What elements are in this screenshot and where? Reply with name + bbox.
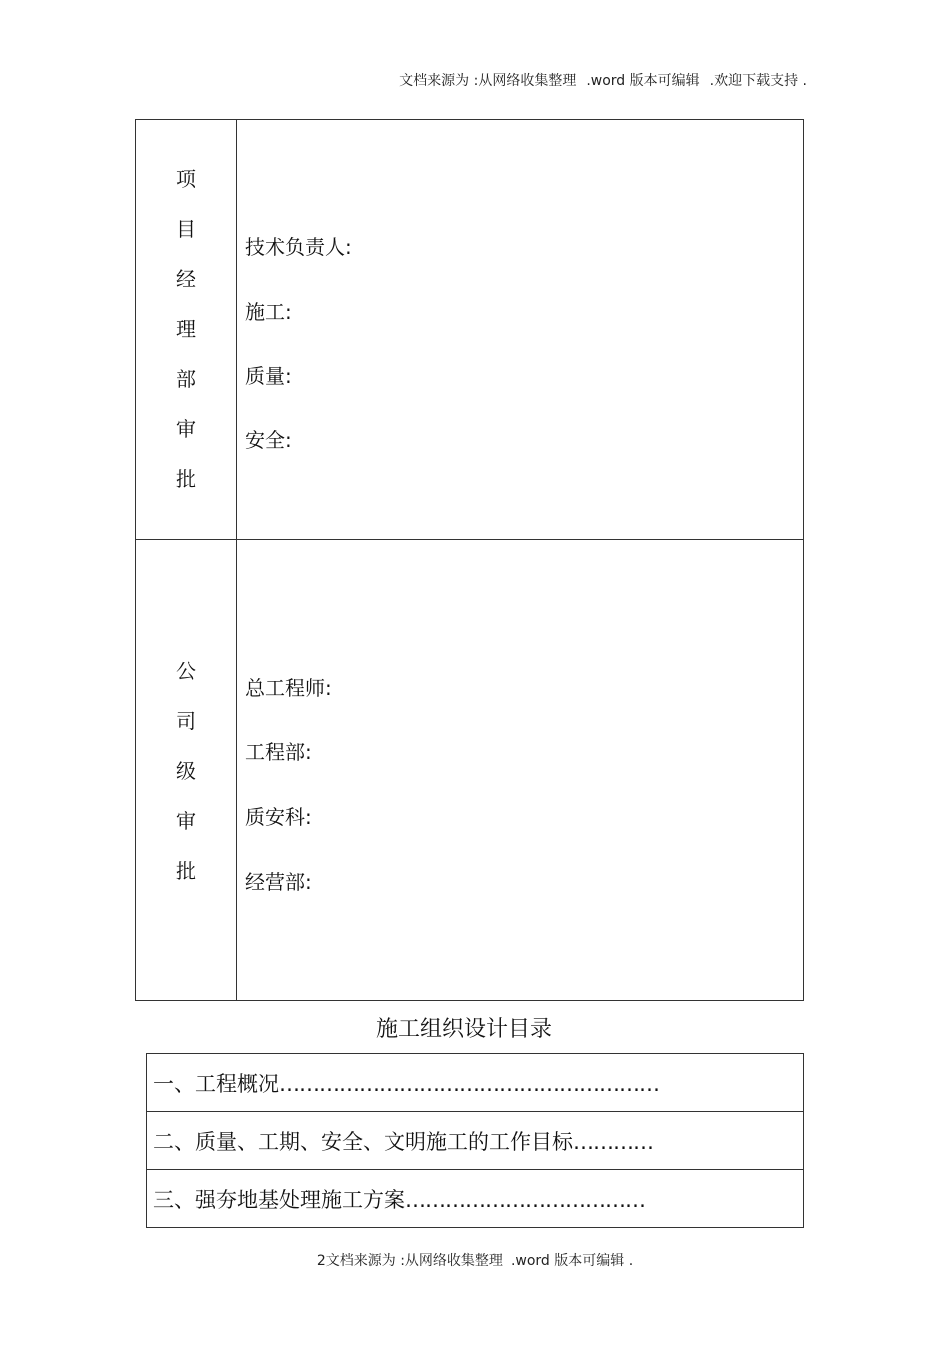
construction-field: 施工: [245, 300, 292, 324]
approval-table [135, 119, 804, 1001]
label-char: 经 [176, 267, 196, 291]
header-editable: .word 版本可编辑 [586, 73, 700, 89]
toc-item-text: 二、质量、工期、安全、文明施工的工作目标 [153, 1129, 573, 1154]
label-char: 项 [176, 167, 196, 191]
toc-item[interactable] [147, 1112, 804, 1170]
label-char: 批 [176, 467, 196, 491]
toc-title: 施工组织设计目录 [375, 1017, 552, 1042]
company-approval-label [136, 646, 236, 896]
label-char: 级 [176, 759, 196, 783]
header-source: 文档来源为 :从网络收集整理 [399, 73, 577, 89]
quality-safety-dept-field: 质安科: [245, 805, 312, 829]
toc-leader-dots: ………………………………………………… [279, 1071, 659, 1096]
toc-row [147, 1170, 804, 1228]
safety-field: 安全: [245, 428, 292, 452]
toc-item-text: 一、工程概况 [153, 1071, 279, 1096]
toc-row [147, 1112, 804, 1170]
toc-leader-dots: ………… [573, 1129, 653, 1154]
label-char: 审 [176, 809, 196, 833]
footer-source: 文档来源为 :从网络收集整理 [325, 1253, 503, 1269]
toc-table [146, 1053, 804, 1228]
toc-item[interactable] [147, 1054, 804, 1112]
page-header [389, 70, 807, 90]
label-char: 目 [176, 217, 196, 241]
project-approval-row [136, 120, 804, 540]
company-approval-row [136, 540, 804, 1001]
label-char: 理 [176, 317, 196, 341]
label-char: 审 [176, 417, 196, 441]
company-approval-content [237, 540, 804, 1001]
label-char: 批 [176, 859, 196, 883]
toc-leader-dots: ……………………………… [405, 1187, 645, 1212]
project-approval-label-cell [136, 120, 237, 540]
label-char: 公 [176, 659, 196, 683]
header-welcome: .欢迎下载支持 . [709, 73, 807, 89]
project-approval-label [136, 154, 236, 504]
engineering-dept-field: 工程部: [245, 740, 312, 764]
project-approval-content [237, 120, 804, 540]
footer-editable: .word 版本可编辑 . [510, 1253, 634, 1269]
page-number: 2 [316, 1253, 326, 1269]
chief-engineer-field: 总工程师: [245, 676, 332, 700]
label-char: 部 [176, 367, 196, 391]
page-footer [0, 1250, 950, 1270]
quality-field: 质量: [245, 364, 292, 388]
company-approval-label-cell [136, 540, 237, 1001]
tech-lead-field: 技术负责人: [245, 235, 352, 259]
toc-item[interactable] [147, 1170, 804, 1228]
label-char: 司 [176, 709, 196, 733]
operations-dept-field: 经营部: [245, 870, 312, 894]
toc-row [147, 1054, 804, 1112]
toc-item-text: 三、强夯地基处理施工方案 [153, 1187, 405, 1212]
